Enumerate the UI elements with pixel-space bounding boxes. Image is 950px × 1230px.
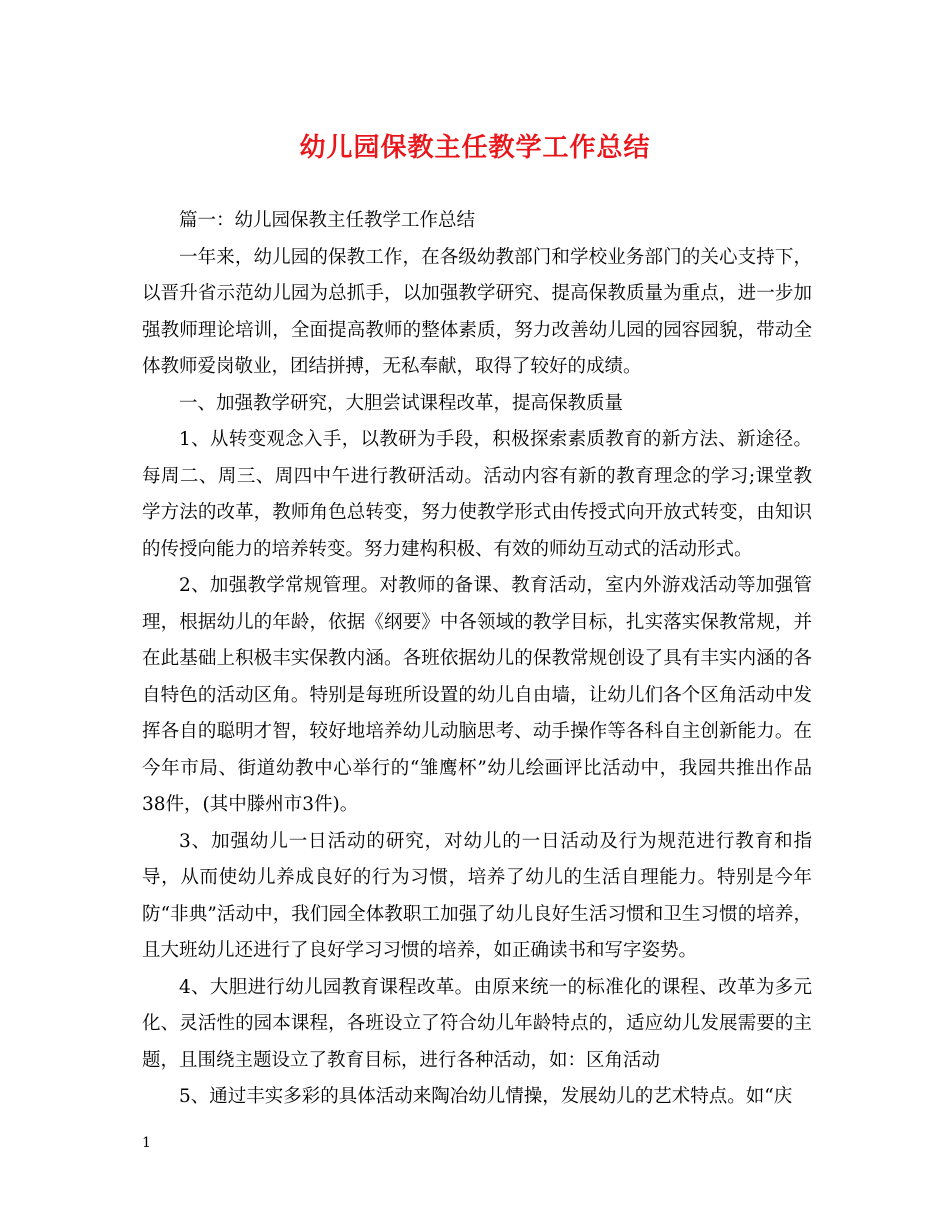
page-title: 幼儿园保教主任教学工作总结: [299, 133, 651, 163]
document-body: [142, 203, 812, 1116]
paragraph-item-4: 4、大胆进行幼儿园教育课程改革。由原来统一的标准化的课程、改革为多元化、灵活性的园本课程，各班设立了符合幼儿年龄特点的，适应幼儿发展需要的主题，且围绕主题设立了教育目标，进行各种活动，如：区角活动: [142, 976, 812, 1071]
paragraph-item-3: 3、加强幼儿一日活动的研究，对幼儿的一日活动及行为规范进行教育和指导，从而使幼儿养成良好的行为习惯，培养了幼儿的生活自理能力。特别是今年防“非典”活动中，我们园全体教职工加强了幼儿良好生活习惯和卫生习惯的培养，且大班幼儿还进行了良好学习习惯的培养，如正确读书和写字姿势。: [142, 830, 812, 961]
paragraph-item-5: 5、通过丰实多彩的具体活动来陶冶幼儿情操，发展幼儿的艺术特点。如“庆: [179, 1086, 793, 1107]
section-heading-part-one: 篇一：幼儿园保教主任教学工作总结: [179, 210, 476, 231]
paragraph-item-2: 2、加强教学常规管理。对教师的备课、教育活动，室内外游戏活动等加强管理，根据幼儿的年龄，依据《纲要》中各领域的教学目标，扎实落实保教常规，并在此基础上积极丰实保教内涵。各班依据幼儿的保教常规创设了具有丰实内涵的各自特色的活动区角。特别是每班所设置的幼儿自由墙，让幼儿们各个区角活动中发挥各自的聪明才智，较好地培养幼儿动脑思考、动手操作等各科自主创新能力。在今年市局、街道幼教中心举行的“雏鹰杯”幼儿绘画评比活动中，我园共推出作品38件，(其中滕州市3件)。: [142, 575, 812, 815]
section-heading-one: 一、加强教学研究，大胆尝试课程改革，提高保教质量: [179, 392, 624, 414]
paragraph-item-1: 1、从转变观念入手，以教研为手段，积极探索素质教育的新方法、新途径。每周二、周三、周四中午进行教研活动。活动内容有新的教育理念的学习;课堂教学方法的改革，教师角色总转变，努力使教学形式由传授式向开放式转变，由知识的传授向能力的培养转变。努力建构积极、有效的师幼互动式的活动形式。: [142, 429, 812, 560]
page-number: 1: [142, 1135, 151, 1151]
intro-paragraph: 一年来，幼儿园的保教工作，在各级幼教部门和学校业务部门的关心支持下，以晋升省示范幼儿园为总抓手，以加强教学研究、提高保教质量为重点，进一步加强教师理论培训，全面提高教师的整体素质，努力改善幼儿园的园容园貌，带动全体教师爱岗敬业，团结拼搏，无私奉献，取得了较好的成绩。: [142, 246, 812, 377]
